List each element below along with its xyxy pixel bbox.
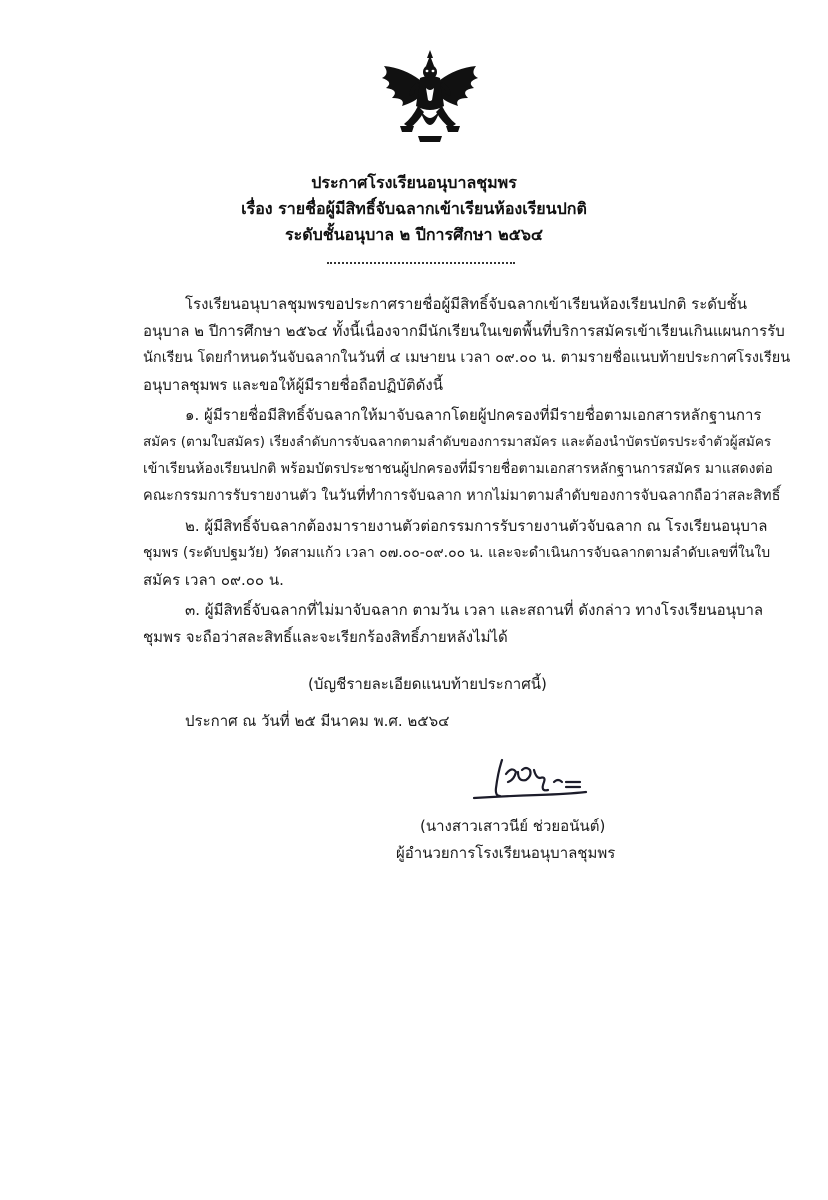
- garuda-emblem-icon: [374, 48, 486, 148]
- signature-image: [468, 752, 608, 808]
- title-line-1: ประกาศโรงเรียนอนุบาลชุมพร: [311, 173, 517, 192]
- item1-line-4: คณะกรรมการรับรายงานตัว ในวันที่ทำการจับฉลาก หากไม่มาตามลำดับของการจับฉลากถือว่าสละสิทธิ์: [143, 488, 781, 504]
- item1-line-3: เข้าเรียนห้องเรียนปกติ พร้อมบัตรประชาชนผู้ปกครองที่มีรายชื่อตามเอกสารหลักฐานการสมัคร มาแสดงต่อ: [143, 461, 773, 477]
- intro-line-3: นักเรียน โดยกำหนดวันจับฉลากในวันที่ ๔ เมษายน เวลา ๐๙.๐๐ น. ตามรายชื่อแนบท้ายประกาศโรงเรียน: [143, 350, 791, 366]
- item2-line-2: ชุมพร (ระดับปฐมวัย) วัดสามแก้ว เวลา ๐๗.๐๐-๐๙.๐๐ น. และจะดำเนินการจับฉลากตามลำดับเลขที่ในใบ: [143, 545, 771, 561]
- intro-line-1: โรงเรียนอนุบาลชุมพรขอประกาศรายชื่อผู้มีสิทธิ์จับฉลากเข้าเรียนห้องเรียนปกติ ระดับชั้น: [185, 295, 747, 313]
- announce-date: ประกาศ ณ วันที่ ๒๕ มีนาคม พ.ศ. ๒๕๖๔: [185, 712, 450, 730]
- item2-line-1: ๒. ผู้มีสิทธิ์จับฉลากต้องมารายงานตัวต่อกรรมการรับรายงานตัวจับฉลาก ณ โรงเรียนอนุบาล: [185, 517, 768, 535]
- signatory-name: (นางสาวเสาวนีย์ ช่วยอนันต์): [420, 817, 606, 835]
- item3-line-1: ๓. ผู้มีสิทธิ์จับฉลากที่ไม่มาจับฉลาก ตามวัน เวลา และสถานที่ ดังกล่าว ทางโรงเรียนอนุบาล: [185, 601, 764, 619]
- intro-line-2: อนุบาล ๒ ปีการศึกษา ๒๕๖๔ ทั้งนี้เนื่องจากมีนักเรียนในเขตพื้นที่บริการสมัครเข้าเรียนเกินแผนการรับ: [143, 322, 785, 340]
- intro-line-4: อนุบาลชุมพร และขอให้ผู้มีรายชื่อถือปฏิบัติดังนี้: [143, 376, 443, 394]
- announcement-title: [0, 170, 828, 248]
- item3-line-2: ชุมพร จะถือว่าสละสิทธิ์และจะเรียกร้องสิทธิ์ภายหลังไม่ได้: [143, 628, 508, 646]
- attachment-note: (บัญชีรายละเอียดแนบท้ายประกาศนี้): [308, 675, 547, 693]
- signatory-position: ผู้อำนวยการโรงเรียนอนุบาลชุมพร: [396, 844, 616, 862]
- item1-line-2: สมัคร (ตามใบสมัคร) เรียงลำดับการจับฉลากตามลำดับของการมาสมัคร และต้องนำบัตรบัตรประจำตัวผู้สมัคร: [143, 434, 772, 450]
- title-separator: [327, 262, 515, 264]
- title-line-3: ระดับชั้นอนุบาล ๒ ปีการศึกษา ๒๕๖๔: [285, 225, 543, 244]
- item1-line-1: ๑. ผู้มีรายชื่อมีสิทธิ์จับฉลากให้มาจับฉลากโดยผู้ปกครองที่มีรายชื่อตามเอกสารหลักฐานการ: [185, 406, 762, 424]
- item2-line-3: สมัคร เวลา ๐๙.๐๐ น.: [143, 571, 284, 589]
- title-line-2: เรื่อง รายชื่อผู้มีสิทธิ์จับฉลากเข้าเรียนห้องเรียนปกติ: [241, 199, 587, 218]
